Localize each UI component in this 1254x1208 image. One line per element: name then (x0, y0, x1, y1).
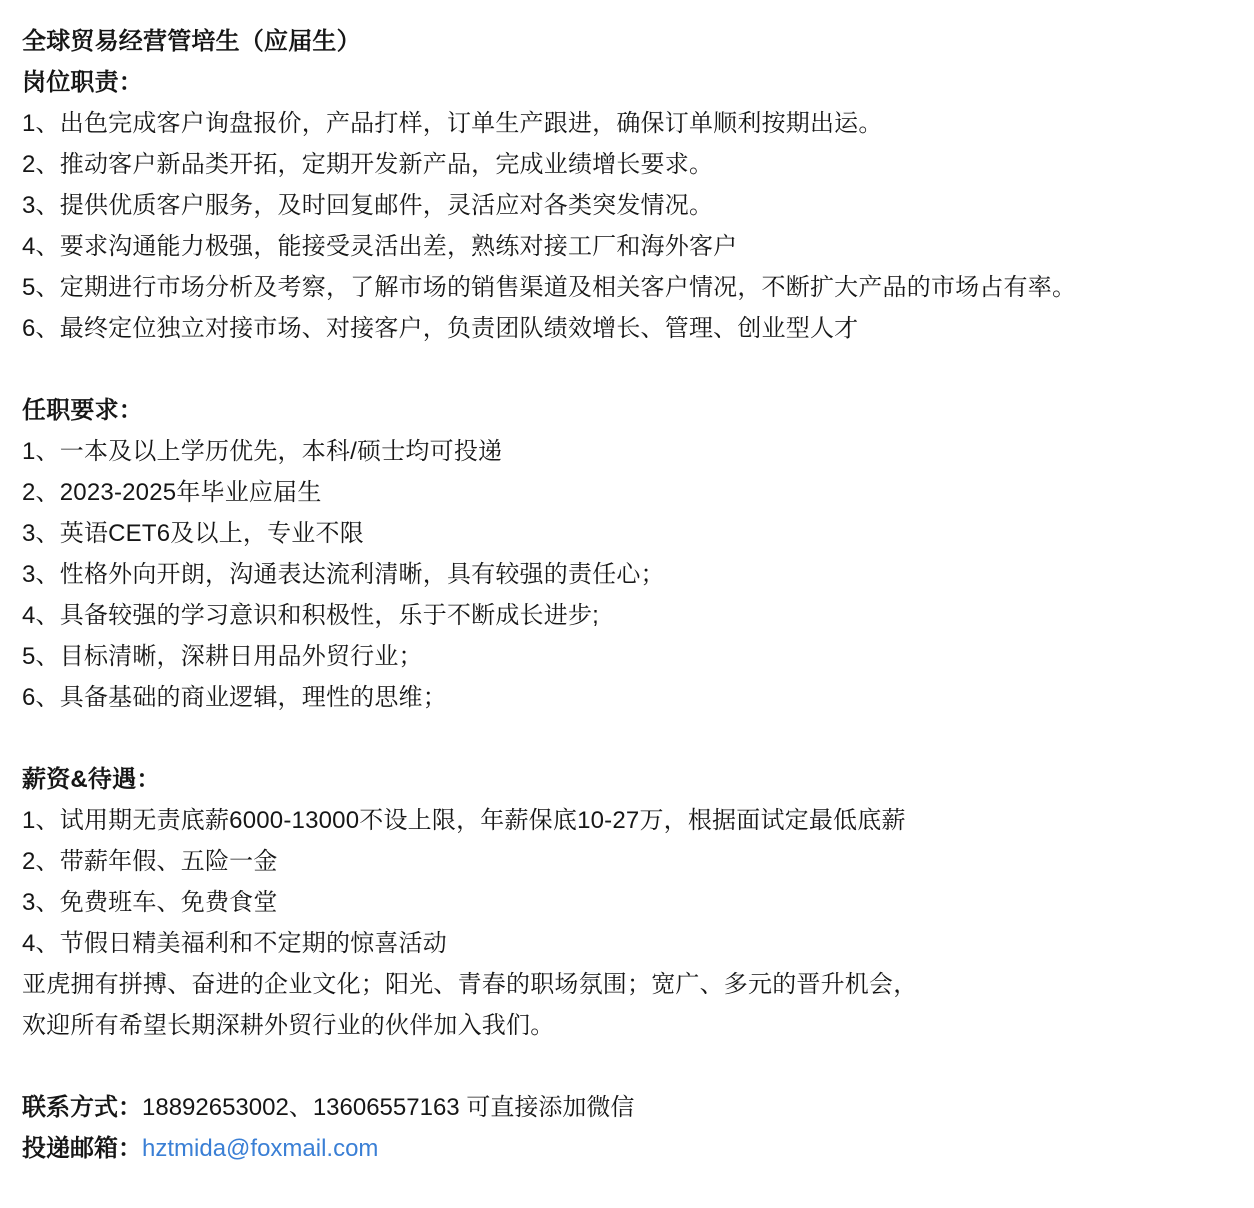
contact-email-link[interactable]: hztmida@foxmail.com (142, 1135, 379, 1162)
contact-phone-value: 18892653002、13606557163 可直接添加微信 (142, 1094, 635, 1121)
section-spacer (22, 349, 1230, 390)
responsibility-item: 4、要求沟通能力极强，能接受灵活出差，熟练对接工厂和海外客户 (22, 233, 738, 260)
section-heading-salary-benefits: 薪资&待遇： (22, 766, 161, 793)
requirement-item: 4、具备较强的学习意识和积极性，乐于不断成长进步; (22, 602, 600, 629)
contact-email-label: 投递邮箱： (22, 1135, 142, 1162)
responsibility-item: 6、最终定位独立对接市场、对接客户，负责团队绩效增长、管理、创业型人才 (22, 315, 859, 342)
section-heading-requirements: 任职要求： (22, 397, 143, 424)
benefit-item: 1、试用期无责底薪6000-13000不设上限，年薪保底10-27万，根据面试定最低底薪 (22, 807, 906, 834)
requirement-item: 1、一本及以上学历优先，本科/硕士均可投递 (22, 438, 503, 465)
section-spacer (22, 718, 1230, 759)
responsibility-item: 5、定期进行市场分析及考察，了解市场的销售渠道及相关客户情况，不断扩大产品的市场占有率。 (22, 274, 1077, 301)
responsibility-item: 1、出色完成客户询盘报价，产品打样，订单生产跟进，确保订单顺利按期出运。 (22, 110, 883, 137)
contact-phone-label: 联系方式： (22, 1094, 142, 1121)
page-title: 全球贸易经营管培生（应届生） (22, 28, 361, 55)
responsibility-item: 3、提供优质客户服务，及时回复邮件，灵活应对各类突发情况。 (22, 192, 714, 219)
requirement-item: 6、具备基础的商业逻辑，理性的思维； (22, 684, 447, 711)
company-invite-text: 欢迎所有希望长期深耕外贸行业的伙伴加入我们。 (22, 1012, 555, 1039)
benefit-item: 4、节假日精美福利和不定期的惊喜活动 (22, 930, 447, 957)
requirement-item: 3、性格外向开朗，沟通表达流利清晰，具有较强的责任心； (22, 561, 665, 588)
company-culture-text: 亚虎拥有拼搏、奋进的企业文化；阳光、青春的职场氛围；宽广、多元的晋升机会， (22, 971, 918, 998)
section-heading-responsibilities: 岗位职责： (22, 69, 143, 96)
requirement-item: 5、目标清晰，深耕日用品外贸行业； (22, 643, 423, 670)
benefit-item: 2、带薪年假、五险一金 (22, 848, 278, 875)
benefit-item: 3、免费班车、免费食堂 (22, 889, 278, 916)
responsibility-item: 2、推动客户新品类开拓，定期开发新产品，完成业绩增长要求。 (22, 151, 714, 178)
contact-phone-row (22, 1087, 1230, 1128)
requirement-item: 2、2023-2025年毕业应届生 (22, 479, 322, 506)
section-spacer (22, 1046, 1230, 1087)
contact-email-row (22, 1128, 1230, 1169)
requirement-item: 3、英语CET6及以上，专业不限 (22, 520, 364, 547)
